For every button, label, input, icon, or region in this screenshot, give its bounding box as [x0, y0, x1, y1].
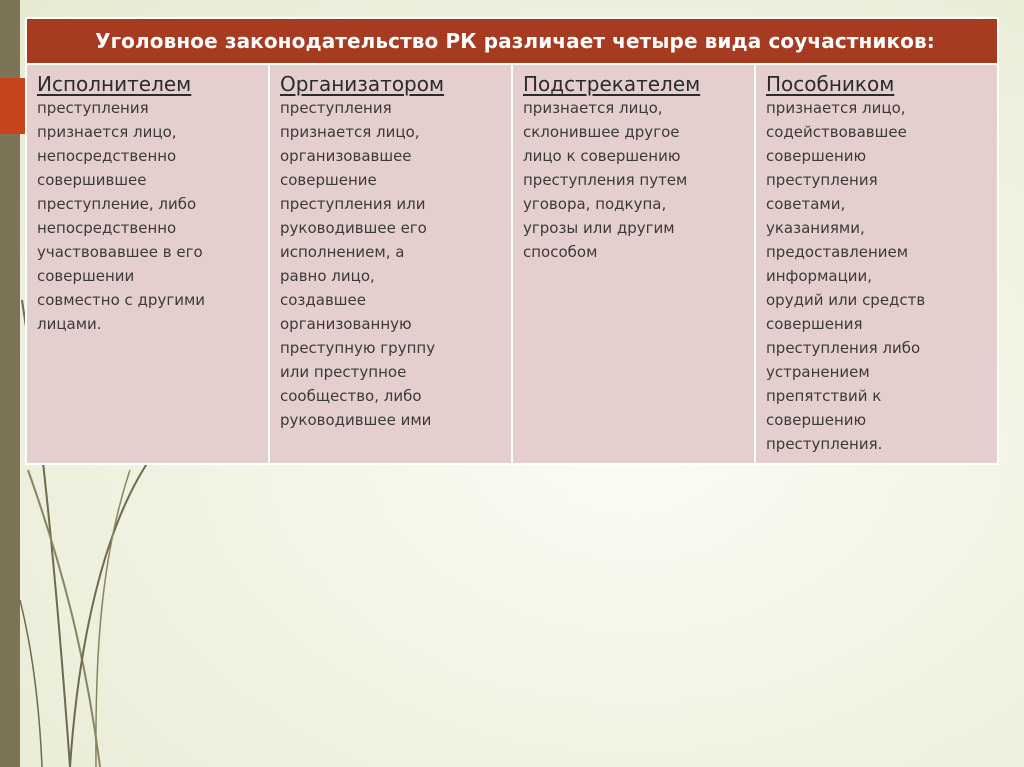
term-executor: Исполнителем	[37, 72, 192, 96]
column-accessory	[755, 64, 998, 464]
description-executor: преступления признается лицо, непосредственно совершившее преступление, либо непосредственно участвовавшее в его совершении совместно с другими лицами.	[37, 99, 206, 333]
column-executor	[26, 64, 269, 464]
term-organizer: Организатором	[280, 72, 445, 96]
description-accessory: признается лицо, содействовавшее совершению преступления советами, указаниями, предоставлением информации, орудий или средств совершения преступления либо устранением препятствий к совершению преступления.	[766, 99, 926, 453]
term-accessory: Пособником	[766, 72, 895, 96]
description-organizer: преступления признается лицо, организовавшее совершение преступления или руководившее его исполнением, а равно лицо, создавшее организованную преступную группу или преступное сообщество, либо руководившее ими	[280, 99, 436, 429]
table-title: Уголовное законодательство РК различает четыре вида соучастников:	[26, 18, 998, 64]
term-instigator: Подстрекателем	[523, 72, 701, 96]
description-instigator: признается лицо, склонившее другое лицо к совершению преступления путем уговора, подкупа, угрозы или другим способом	[523, 99, 688, 261]
column-organizer	[269, 64, 512, 464]
column-instigator	[512, 64, 755, 464]
accomplices-table	[25, 17, 999, 465]
